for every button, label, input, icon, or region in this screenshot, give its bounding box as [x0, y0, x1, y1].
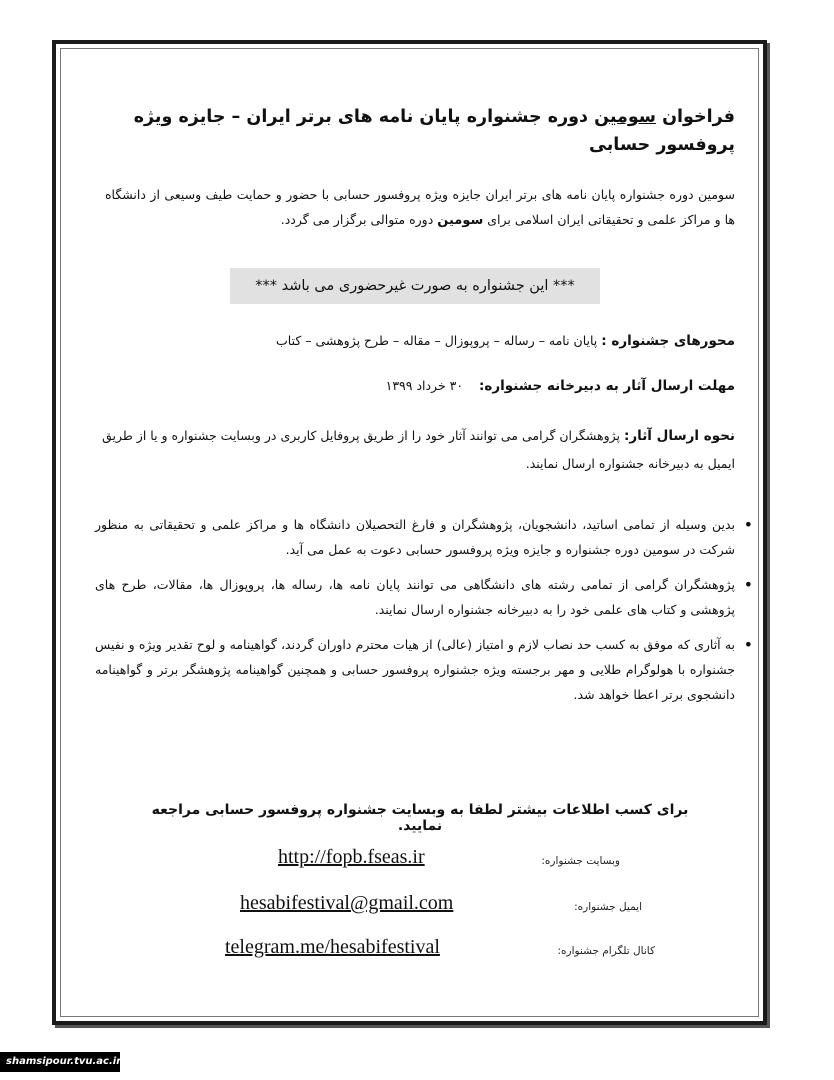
title-rest: دوره جشنواره پایان نامه های برتر ایران – جایزه ویژه پروفسور حسابی [133, 107, 735, 155]
more-info-note: برای کسب اطلاعات بیشتر لطفا به وبسایت جشنواره پروفسور حسابی مراجعه نمایید. [151, 802, 689, 834]
email-link[interactable]: hesabifestival@gmail.com [240, 892, 454, 914]
website-link[interactable]: http://fopb.fseas.ir [278, 846, 425, 868]
deadline-label: مهلت ارسال آثار به دبیرخانه جشنواره: [479, 378, 735, 394]
info-bullet-list [95, 512, 757, 717]
festival-axes [95, 328, 735, 354]
submission-method [95, 422, 735, 478]
email-row [200, 892, 642, 926]
intro-bold-word: سومین [437, 213, 484, 228]
title-prefix: فراخوان [662, 107, 735, 127]
intro-paragraph [105, 182, 735, 233]
non-attendance-banner: *** این جشنواره به صورت غیرحضوری می باشد *** [230, 268, 600, 304]
site-watermark: shamsipour.tvu.ac.ir [0, 1052, 120, 1072]
submission-deadline [95, 373, 735, 399]
deadline-value: ۳۰ خرداد ۱۳۹۹ [385, 378, 464, 393]
telegram-row [200, 936, 655, 970]
submission-label: نحوه ارسال آثار: [623, 428, 735, 444]
title-underlined-word: سومین [594, 107, 657, 127]
email-label: ایمیل جشنواره: [574, 901, 642, 913]
axes-value: پایان نامه – رساله – پروپوزال – مقاله – طرح پژوهشی – کتاب [276, 333, 598, 348]
bullet-item: • پژوهشگران گرامی از تمامی رشته های دانشگاهی می توانند پایان نامه ها، رساله ها، پروپوزال ها، مقالات، طرح های پژوهشی و کتاب های علمی خود را به دبیرخانه جشنواره ارسال نمایند. [95, 572, 735, 622]
bullet-item: • بدین وسیله از تمامی اساتید، دانشجویان، پژوهشگران و فارغ التحصیلان دانشگاه ها و مراکز علمی و تحقیقاتی به منظور شرکت در سومین دوره جشنواره و جایزه ویژه پروفسور حسابی دعوت به عمل می آید. [95, 512, 735, 562]
website-label: وبسایت جشنواره: [541, 855, 620, 867]
website-row [200, 846, 620, 880]
telegram-link[interactable]: telegram.me/hesabifestival [225, 936, 440, 958]
telegram-label: کانال تلگرام جشنواره: [557, 945, 655, 957]
submission-value: پژوهشگران گرامی می توانند آثار خود را از طریق پروفایل کاربری در وبسایت جشنواره و یا از طریق ایمیل به دبیرخانه جشنواره ارسال نمایند. [102, 428, 735, 471]
bullet-item: • به آثاری که موفق به کسب حد نصاب لازم و امتیاز (عالی) از هیات محترم داوران گردند، گواهینامه و لوح تقدیر ویژه و نفیس جشنواره با هولوگرام طلایی و مهر برجسته ویژه جشنواره پروفسور حسابی و همچنین گواهینامه پژوهشگر برتر و گواهینامه دانشجوی برتر اعطا خواهد شد. [95, 632, 735, 707]
intro-text-b: دوره متوالی برگزار می گردد. [280, 212, 434, 227]
page-title [95, 103, 735, 159]
axes-label: محورهای جشنواره : [601, 333, 735, 349]
intro-text-a: سومین دوره جشنواره پایان نامه های برتر ایران جایزه ویژه پروفسور حسابی با حضور و حمایت طیف وسیعی از دانشگاه ها و مراکز علمی و تحقیقاتی ایران اسلامی برای [105, 187, 735, 227]
